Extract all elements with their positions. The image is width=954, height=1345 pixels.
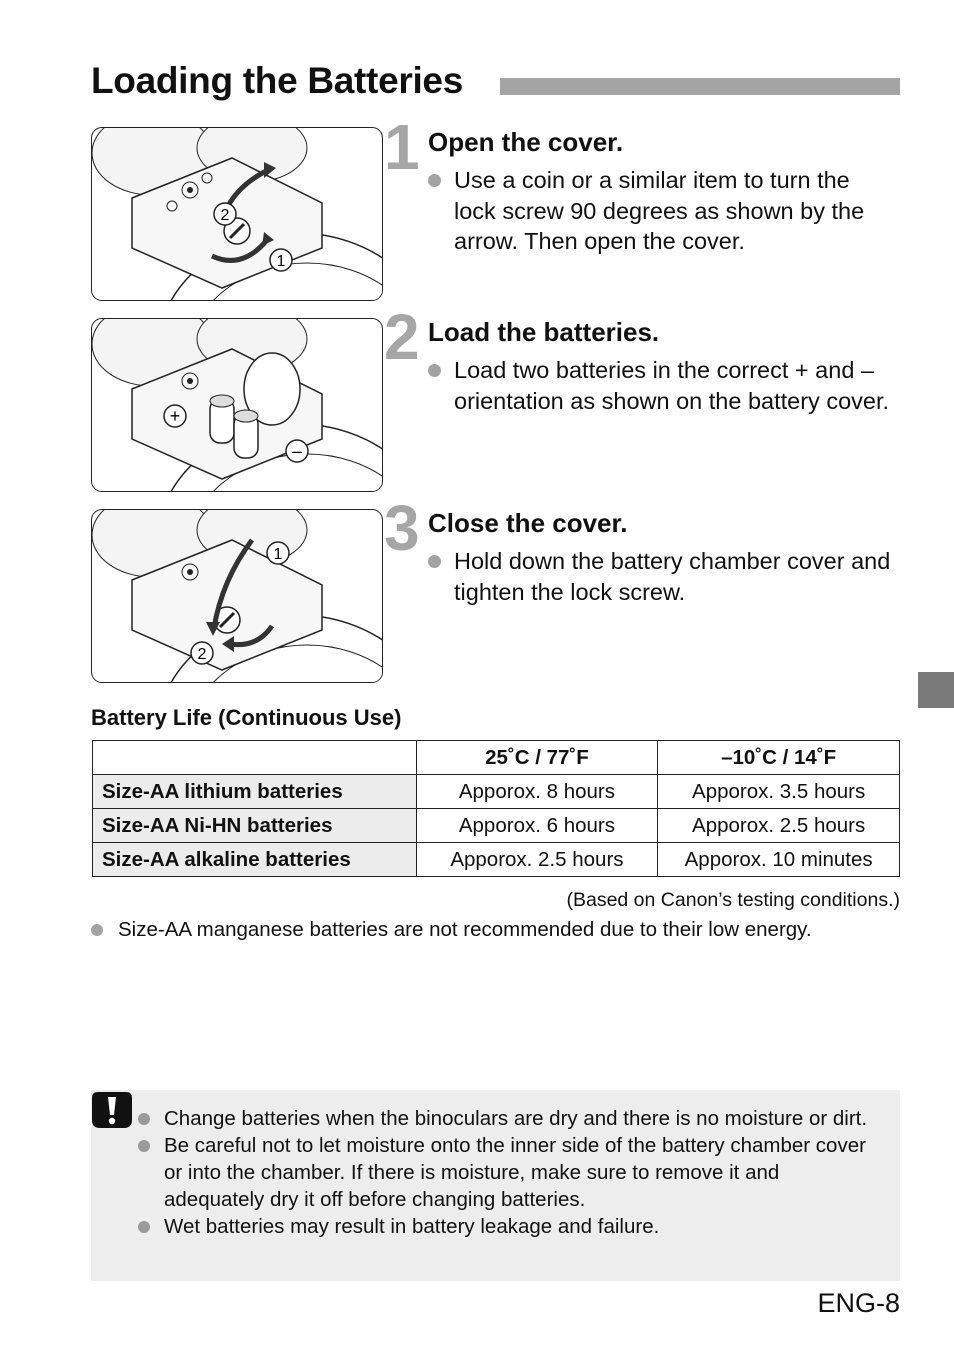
source-note: (Based on Canon’s testing conditions.) xyxy=(566,889,900,911)
step-1-body xyxy=(428,165,898,257)
table-header-row xyxy=(93,741,900,775)
note-text: Size-AA manganese batteries are not recommended due to their low energy. xyxy=(118,918,812,941)
bullet-icon xyxy=(91,924,103,936)
callout-plus: + xyxy=(169,406,181,426)
step-3-number: 3 xyxy=(384,492,418,564)
step-2-title: Load the batteries. xyxy=(428,317,660,347)
step-3-body xyxy=(428,546,898,607)
page-title: Loading the Batteries xyxy=(91,60,463,101)
step-3-illustration xyxy=(91,509,383,683)
bullet-text: Use a coin or a similar item to turn the lock screw 90 degrees as shown by the arrow. Then open the cover. xyxy=(454,167,865,254)
callout-1: 1 xyxy=(276,253,286,270)
bullet-icon xyxy=(428,364,441,377)
caution-item xyxy=(138,1213,878,1240)
step-2-body xyxy=(428,355,898,416)
step-2-illustration xyxy=(91,318,383,492)
caution-item xyxy=(138,1105,878,1132)
table-header-cell: –10˚C / 14˚F xyxy=(658,741,900,775)
page-number: ENG-8 xyxy=(817,1288,900,1318)
bullet-item xyxy=(428,165,898,257)
section-tab-marker xyxy=(918,672,954,708)
binocular-open-cover-drawing xyxy=(92,128,382,300)
bullet-icon xyxy=(138,1113,150,1125)
callout-2: 2 xyxy=(220,207,230,224)
bullet-item xyxy=(428,355,898,416)
table-cell: Apporox. 10 minutes xyxy=(658,843,900,877)
binocular-load-batteries-drawing xyxy=(92,319,382,491)
bullet-icon xyxy=(428,555,441,568)
table-row xyxy=(93,809,900,843)
row-label: Size-AA Ni-HN batteries xyxy=(93,809,417,843)
bullet-item xyxy=(428,546,898,607)
manganese-note xyxy=(91,918,812,942)
caution-text: Wet batteries may result in battery leakage and failure. xyxy=(164,1215,660,1238)
bullet-text: Hold down the battery chamber cover and tighten the lock screw. xyxy=(454,548,891,605)
row-label: Size-AA alkaline batteries xyxy=(93,843,417,877)
step-1-number: 1 xyxy=(384,111,418,183)
caution-text: Change batteries when the binoculars are dry and there is no moisture or dirt. xyxy=(164,1107,868,1130)
caution-item xyxy=(138,1132,878,1213)
table-row xyxy=(93,843,900,877)
callout-1: 1 xyxy=(273,546,283,563)
row-label: Size-AA lithium batteries xyxy=(93,775,417,809)
table-cell: Apporox. 6 hours xyxy=(416,809,658,843)
step-1-title: Open the cover. xyxy=(428,127,624,157)
binocular-close-cover-drawing xyxy=(92,510,382,682)
table-row xyxy=(93,775,900,809)
table-cell: Apporox. 2.5 hours xyxy=(416,843,658,877)
step-1-illustration xyxy=(91,127,383,301)
title-rule xyxy=(500,78,900,95)
callout-2: 2 xyxy=(197,646,207,663)
caution-exclamation-icon xyxy=(92,1090,132,1130)
table-cell: Apporox. 8 hours xyxy=(416,775,658,809)
table-header-cell xyxy=(93,741,417,775)
battery-life-table xyxy=(92,740,900,877)
caution-text: Be careful not to let moisture onto the inner side of the battery chamber cover or into the chamber. If there is moisture, make sure to remove it and adequately dry it off before changing batteries. xyxy=(164,1134,866,1211)
bullet-icon xyxy=(428,174,441,187)
step-3-title: Close the cover. xyxy=(428,508,628,538)
table-cell: Apporox. 2.5 hours xyxy=(658,809,900,843)
step-2-number: 2 xyxy=(384,301,418,373)
caution-list xyxy=(138,1105,878,1240)
table-header-cell: 25˚C / 77˚F xyxy=(416,741,658,775)
callout-minus: – xyxy=(291,441,303,461)
bullet-icon xyxy=(138,1221,150,1233)
bullet-text: Load two batteries in the correct + and – orientation as shown on the battery cover. xyxy=(454,357,890,414)
bullet-icon xyxy=(138,1140,150,1152)
table-cell: Apporox. 3.5 hours xyxy=(658,775,900,809)
battery-life-heading: Battery Life (Continuous Use) xyxy=(91,705,402,730)
